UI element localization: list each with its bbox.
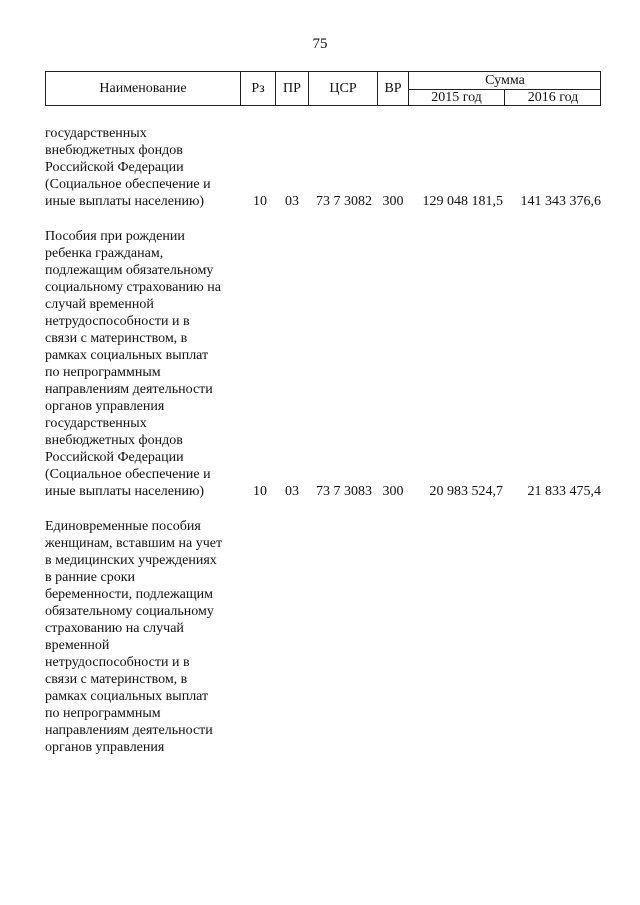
row-name-line: государственных (45, 126, 147, 141)
header-vr: ВР (378, 72, 409, 105)
row-name-line: страхованию на случай (45, 621, 184, 636)
row-name-line: Российской Федерации (45, 160, 184, 175)
row-name-line: связи с материнством, в (45, 331, 188, 346)
row-sum-2016: 21 833 475,4 (527, 484, 601, 499)
row-name-line: иные выплаты населению) (45, 484, 205, 499)
row-name-line: рамках социальных выплат (45, 348, 209, 363)
row-sum-2015: 129 048 181,5 (422, 194, 503, 209)
row-vr: 300 (382, 194, 404, 209)
row-name-line: подлежащим обязательному (45, 263, 214, 278)
row-pr: 03 (285, 484, 299, 499)
row-name-line: женщинам, вставшим на учет (45, 536, 223, 551)
row-vr: 300 (382, 484, 404, 499)
row-name-line: внебюджетных фондов (45, 433, 183, 448)
row-csr: 73 7 3083 (316, 484, 372, 499)
page-number: 75 (312, 36, 328, 52)
row-name-line: связи с материнством, в (45, 672, 188, 687)
row-sum-2015: 20 983 524,7 (429, 484, 503, 499)
row-name-line: нетрудоспособности и в (45, 655, 190, 670)
row-name-line: в ранние сроки (45, 570, 136, 585)
row-name-line: направлениям деятельности (45, 723, 213, 738)
row-name-line: (Социальное обеспечение и (45, 467, 211, 482)
row-sum-2016: 141 343 376,6 (520, 194, 601, 209)
header-csr: ЦСР (309, 72, 378, 105)
row-rz: 10 (253, 194, 267, 209)
header-sum-group (409, 72, 601, 105)
row-name-line: в медицинских учреждениях (45, 553, 217, 568)
row-name (45, 518, 255, 756)
row-name-line: случай временной (45, 297, 154, 312)
row-name-line: социальному страхованию на (45, 280, 221, 295)
row-name-line: беременности, подлежащим (45, 587, 214, 602)
row-name-line: органов управления (45, 740, 165, 755)
row-name-line: направлениям деятельности (45, 382, 213, 397)
header-name: Наименование (46, 72, 241, 105)
row-name-line: (Социальное обеспечение и (45, 177, 211, 192)
row-name-line: государственных (45, 416, 147, 431)
header-sum: Сумма (409, 72, 601, 90)
row-name-line: внебюджетных фондов (45, 143, 183, 158)
header-pr: ПР (276, 72, 309, 105)
row-pr: 03 (285, 194, 299, 209)
row-name (45, 228, 255, 500)
row-name-line: органов управления (45, 399, 165, 414)
row-name-line: обязательному социальному (45, 604, 214, 619)
row-name-line: нетрудоспособности и в (45, 314, 190, 329)
row-name-line: ребенка гражданам, (45, 246, 164, 261)
row-name-line: Единовременные пособия (45, 519, 201, 534)
row-name (45, 125, 255, 210)
row-name-line: Российской Федерации (45, 450, 184, 465)
row-name-line: рамках социальных выплат (45, 689, 209, 704)
row-name-line: по непрограммным (45, 365, 161, 380)
row-rz: 10 (253, 484, 267, 499)
row-csr: 73 7 3082 (316, 194, 372, 209)
header-rz: Рз (241, 72, 276, 105)
table-header (45, 71, 601, 106)
row-name-line: по непрограммным (45, 706, 161, 721)
header-year-2016: 2016 год (527, 90, 579, 105)
header-year-2015: 2015 год (409, 90, 505, 105)
row-name-line: временной (45, 638, 110, 653)
row-name-line: Пособия при рождении (45, 229, 185, 244)
row-name-line: иные выплаты населению) (45, 194, 205, 209)
